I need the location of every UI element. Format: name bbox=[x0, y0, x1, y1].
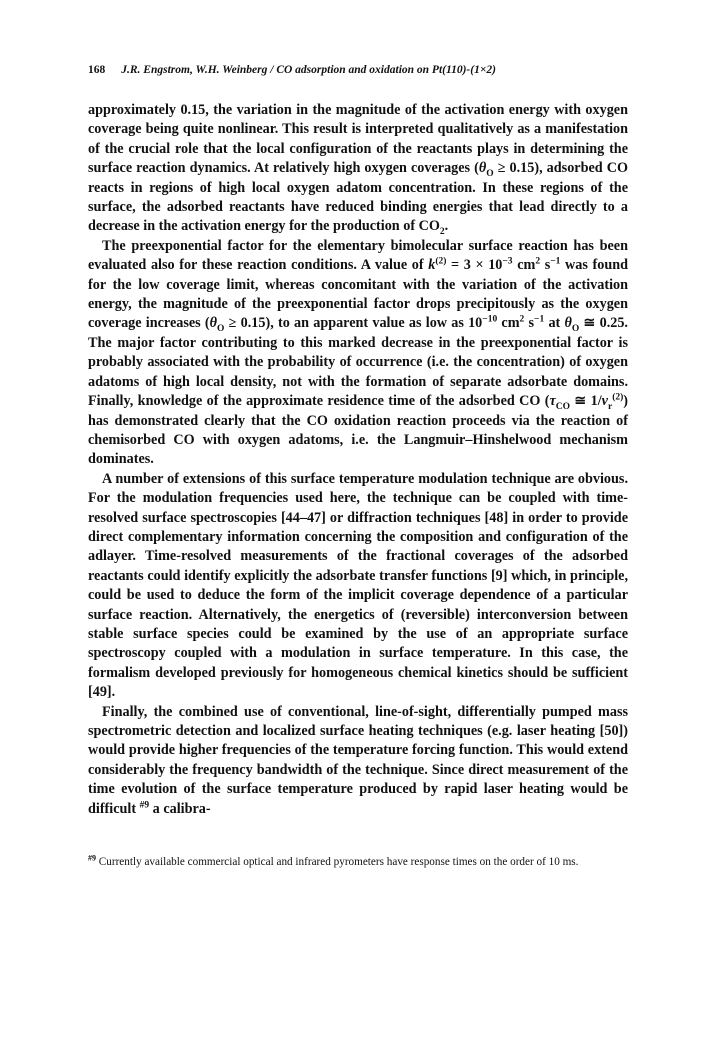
body-text bbox=[88, 101, 628, 819]
running-header bbox=[88, 64, 628, 76]
paragraph-4: Finally, the combined use of conventional, line-of-sight, differentially pumped mass spectrometric detection and localized surface heating techniques (e.g. laser heating [50]) would provide higher frequencies of the temperature forcing function. This would extend considerably the frequency bandwidth of the technique. Since direct measurement of the time evolution of the surface temperature produced by rapid laser heating would be difficult $^{\#9}$ a calibra- bbox=[88, 703, 628, 817]
page-number: 168 bbox=[88, 64, 106, 76]
footnote-mark: #9 bbox=[88, 853, 96, 863]
paragraph-3: A number of extensions of this surface temperature modulation technique are obvious. For the modulation frequencies used here, the technique can be coupled with time-resolved surface spectroscopies [44–47] or diffraction techniques [48] in order to provide direct complementary information concerning the composition and configuration of the adlayer. Time-resolved measurements of the fractional coverages of the adsorbed reactants could identify explicitly the adsorbate transfer functions [9] which, in principle, could be used to deduce the form of the implicit coverage dependence of a particular surface reaction. Alternatively, the energetics of (reversible) interconversion between stable surface species could be examined by the use of an appropriate surface spectroscopy coupled with a modulation in surface temperature. In this case, the formalism developed previously for homogeneous chemical kinetics should be sufficient [49]. bbox=[88, 470, 628, 701]
paragraph-1: approximately 0.15, the variation in the magnitude of the activation energy with oxygen coverage being quite nonlinear. This result is interpreted qualitatively as a manifestation of the crucial role that the local configuration of the reactants plays in determining the surface reaction dynamics. At relatively high oxygen coverages $(\theta_O \ge 0.15)$, adsorbed CO reacts in regions of high local oxygen adatom concentration. In these regions of the surface, the adsorbed reactants have reduced binding energies that lead directly to a decrease in the activation energy for the production of $CO_2$. bbox=[88, 102, 628, 238]
footnote bbox=[88, 855, 628, 870]
paragraph-2: The preexponential factor for the elementary bimolecular surface reaction has been evaluated also for these reaction conditions. A value of $k^{(2)} = 3 \times 10^{-3}$ $cm^2$ $s^{-1}$ was found for the low coverage limit, whereas concomitant with the variation of the activation energy, the magnitude of the preexponential factor drops precipitously as the oxygen coverage increases $(\theta_O \ge 0.15)$, to an apparent value as low as $10^{-10}$ $cm^2$ $s^{-1}$ at $\theta_O$ ≅ 0.25. The major factor contributing to this marked decrease in the preexponential factor is probably associated with the probability of occurrence (i.e. the concentration) of oxygen adatoms of high local density, not with the formation of separate adsorbate domains. Finally, knowledge of the approximate residence time of the adsorbed CO ($\tau_{CO}$ ≅ $1/\nu_r^{(2)}$) has demonstrated clearly that the CO oxidation reaction proceeds via the reaction of chemisorbed CO with oxygen adatoms, i.e. the Langmuir–Hinshelwood mechanism dominates. bbox=[88, 237, 628, 468]
footnote-text: Currently available commercial optical and infrared pyrometers have response times on the order of 10 ms. bbox=[98, 856, 579, 868]
running-title: J.R. Engstrom, W.H. Weinberg / CO adsorption and oxidation on Pt(110)-(1×2) bbox=[121, 64, 496, 76]
